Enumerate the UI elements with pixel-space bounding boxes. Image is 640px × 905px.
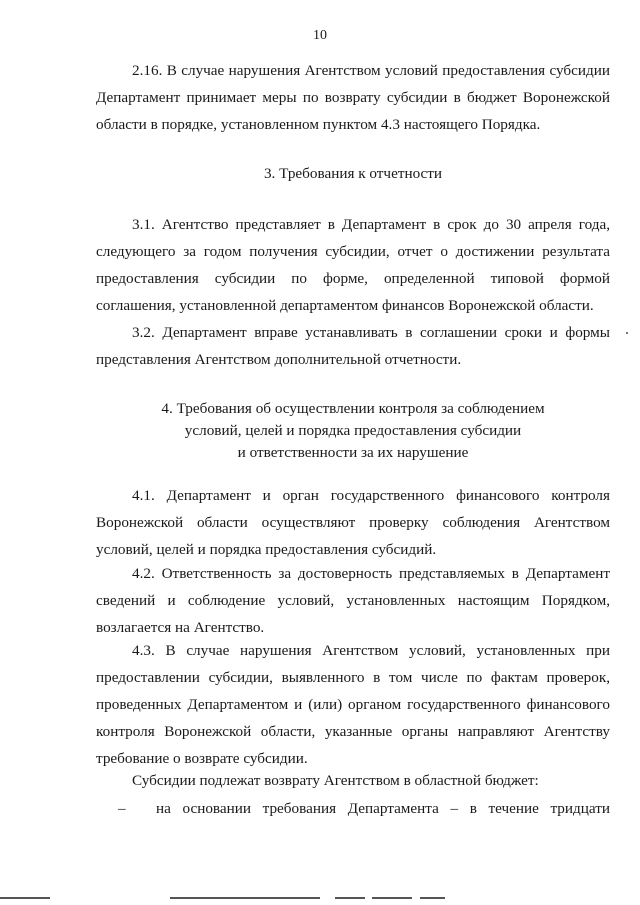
paragraph-4-3: 4.3. В случае нарушения Агентством условий, установленных при предоставлении субсидии, выявленного в том числе по фактам проверок, проведенных Департаментом и (или) органом государственного финансового контроля Воронежской области, указанные органы направляют Агентству требование о возврате субсидии. — [96, 642, 610, 767]
dash-item-text: на основании требования Департамента – в течение тридцати — [156, 800, 610, 817]
section-3-title: 3. Требования к отчетности — [263, 165, 443, 182]
scan-artifact-line — [335, 897, 365, 899]
paragraph-3-2: 3.2. Департамент вправе устанавливать в соглашении сроки и формы представления Агентством дополнительной отчетности. — [96, 324, 610, 368]
section-4-title-line-2: условий, целей и порядка предоставления субсидии — [184, 422, 522, 439]
section-4-title-line-1: 4. Требования об осуществлении контроля за соблюдением — [161, 400, 545, 417]
scan-artifact-line — [372, 897, 412, 899]
paragraph-4-2: 4.2. Ответственность за достоверность представляемых в Департамент сведений и соблюдение условий, установленных настоящим Порядком, возлагается на Агентство. — [96, 565, 610, 636]
section-4-title-line-3: и ответственности за их нарушение — [237, 444, 469, 461]
paragraph-return: Субсидии подлежат возврату Агентством в областной бюджет: — [132, 772, 539, 789]
scan-speck — [626, 332, 628, 334]
paragraph-4-1: 4.1. Департамент и орган государственного финансового контроля Воронежской области осуществляют проверку соблюдения Агентством условий, целей и порядка предоставления субсидий. — [96, 487, 610, 558]
paragraph-2-16: 2.16. В случае нарушения Агентством условий предоставления субсидии Департамент принимает меры по возврату субсидии в бюджет Воронежской области в порядке, установленном пунктом 4.3 настоящего Порядка. — [96, 62, 610, 133]
scan-artifact-line — [420, 897, 445, 899]
paragraph-3-1: 3.1. Агентство представляет в Департамент в срок до 30 апреля года, следующего за годом получения субсидии, отчет о достижении результата предоставления субсидии по форме, определенной типовой формой соглашения, установленной департаментом финансов Воронежской области. — [96, 216, 610, 314]
section-4-title — [96, 398, 610, 464]
scan-artifact-line — [170, 897, 320, 899]
dash-marker: – — [118, 800, 126, 817]
scan-artifact-line — [0, 897, 50, 899]
page-number: 10 — [313, 28, 327, 43]
dash-list-item — [96, 795, 610, 822]
